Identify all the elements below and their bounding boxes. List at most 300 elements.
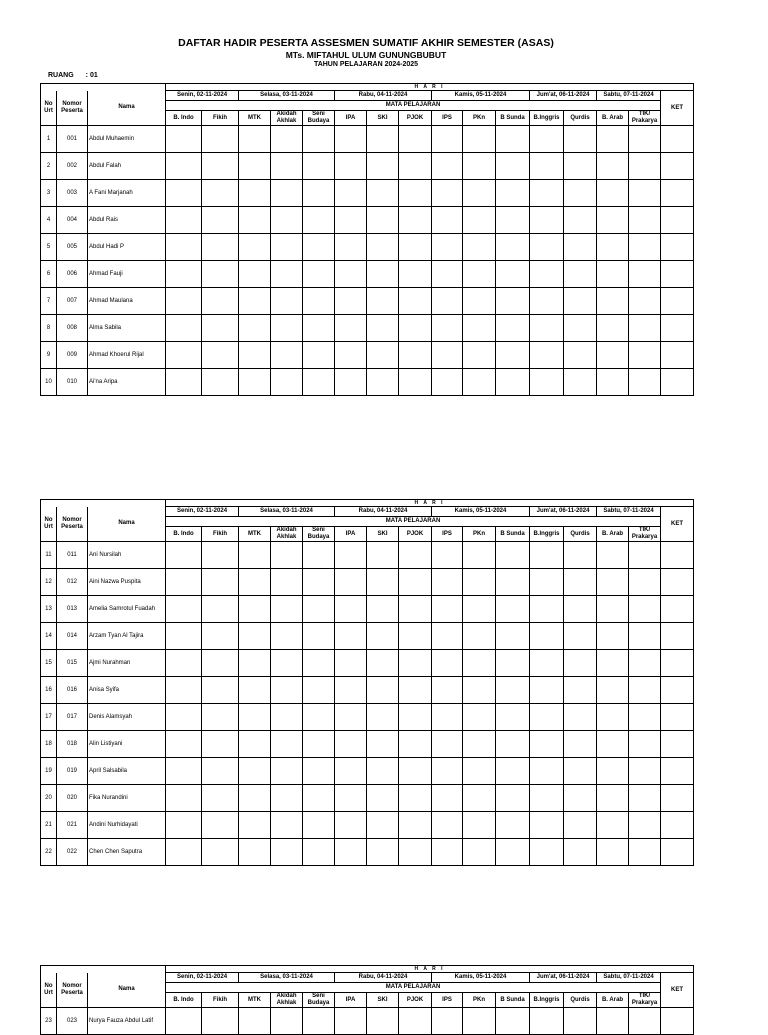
signature-cell[interactable] — [496, 704, 530, 731]
signature-cell[interactable] — [463, 315, 496, 342]
signature-cell[interactable] — [399, 542, 432, 569]
signature-cell[interactable] — [335, 569, 367, 596]
signature-cell[interactable] — [367, 542, 399, 569]
signature-cell[interactable] — [629, 704, 661, 731]
signature-cell[interactable] — [166, 623, 202, 650]
ket-cell[interactable] — [661, 153, 694, 180]
signature-cell[interactable] — [530, 288, 564, 315]
signature-cell[interactable] — [463, 704, 496, 731]
signature-cell[interactable] — [564, 234, 597, 261]
signature-cell[interactable] — [496, 261, 530, 288]
signature-cell[interactable] — [166, 569, 202, 596]
signature-cell[interactable] — [202, 234, 239, 261]
signature-cell[interactable] — [463, 342, 496, 369]
signature-cell[interactable] — [271, 839, 303, 866]
ket-cell[interactable] — [661, 180, 694, 207]
signature-cell[interactable] — [496, 180, 530, 207]
signature-cell[interactable] — [166, 207, 202, 234]
signature-cell[interactable] — [432, 704, 463, 731]
signature-cell[interactable] — [303, 569, 335, 596]
signature-cell[interactable] — [432, 812, 463, 839]
signature-cell[interactable] — [432, 569, 463, 596]
signature-cell[interactable] — [432, 677, 463, 704]
signature-cell[interactable] — [629, 839, 661, 866]
signature-cell[interactable] — [564, 704, 597, 731]
ket-cell[interactable] — [661, 126, 694, 153]
signature-cell[interactable] — [166, 288, 202, 315]
signature-cell[interactable] — [166, 731, 202, 758]
ket-cell[interactable] — [661, 758, 694, 785]
signature-cell[interactable] — [463, 1008, 496, 1035]
signature-cell[interactable] — [303, 153, 335, 180]
ket-cell[interactable] — [661, 207, 694, 234]
signature-cell[interactable] — [367, 342, 399, 369]
signature-cell[interactable] — [239, 342, 271, 369]
signature-cell[interactable] — [463, 677, 496, 704]
signature-cell[interactable] — [530, 369, 564, 396]
signature-cell[interactable] — [367, 623, 399, 650]
signature-cell[interactable] — [564, 369, 597, 396]
signature-cell[interactable] — [399, 596, 432, 623]
signature-cell[interactable] — [202, 812, 239, 839]
signature-cell[interactable] — [367, 261, 399, 288]
signature-cell[interactable] — [597, 342, 629, 369]
ket-cell[interactable] — [661, 704, 694, 731]
signature-cell[interactable] — [399, 342, 432, 369]
signature-cell[interactable] — [166, 596, 202, 623]
signature-cell[interactable] — [239, 542, 271, 569]
signature-cell[interactable] — [564, 153, 597, 180]
signature-cell[interactable] — [530, 207, 564, 234]
signature-cell[interactable] — [202, 677, 239, 704]
signature-cell[interactable] — [530, 812, 564, 839]
signature-cell[interactable] — [597, 180, 629, 207]
signature-cell[interactable] — [202, 1008, 239, 1035]
signature-cell[interactable] — [463, 758, 496, 785]
signature-cell[interactable] — [564, 650, 597, 677]
signature-cell[interactable] — [367, 569, 399, 596]
signature-cell[interactable] — [202, 180, 239, 207]
signature-cell[interactable] — [432, 731, 463, 758]
signature-cell[interactable] — [597, 369, 629, 396]
signature-cell[interactable] — [629, 180, 661, 207]
signature-cell[interactable] — [530, 758, 564, 785]
signature-cell[interactable] — [597, 315, 629, 342]
signature-cell[interactable] — [166, 180, 202, 207]
signature-cell[interactable] — [335, 785, 367, 812]
signature-cell[interactable] — [239, 234, 271, 261]
signature-cell[interactable] — [597, 731, 629, 758]
signature-cell[interactable] — [271, 234, 303, 261]
signature-cell[interactable] — [432, 234, 463, 261]
signature-cell[interactable] — [335, 758, 367, 785]
signature-cell[interactable] — [271, 812, 303, 839]
signature-cell[interactable] — [335, 180, 367, 207]
signature-cell[interactable] — [629, 153, 661, 180]
signature-cell[interactable] — [564, 569, 597, 596]
signature-cell[interactable] — [463, 261, 496, 288]
signature-cell[interactable] — [399, 569, 432, 596]
signature-cell[interactable] — [496, 758, 530, 785]
signature-cell[interactable] — [367, 153, 399, 180]
signature-cell[interactable] — [303, 261, 335, 288]
signature-cell[interactable] — [597, 288, 629, 315]
signature-cell[interactable] — [530, 731, 564, 758]
ket-cell[interactable] — [661, 315, 694, 342]
signature-cell[interactable] — [530, 180, 564, 207]
signature-cell[interactable] — [202, 369, 239, 396]
signature-cell[interactable] — [239, 785, 271, 812]
signature-cell[interactable] — [399, 234, 432, 261]
signature-cell[interactable] — [335, 315, 367, 342]
signature-cell[interactable] — [432, 207, 463, 234]
ket-cell[interactable] — [661, 261, 694, 288]
signature-cell[interactable] — [597, 785, 629, 812]
signature-cell[interactable] — [463, 839, 496, 866]
signature-cell[interactable] — [367, 369, 399, 396]
signature-cell[interactable] — [432, 180, 463, 207]
signature-cell[interactable] — [303, 542, 335, 569]
signature-cell[interactable] — [335, 207, 367, 234]
signature-cell[interactable] — [496, 153, 530, 180]
signature-cell[interactable] — [463, 180, 496, 207]
signature-cell[interactable] — [303, 812, 335, 839]
signature-cell[interactable] — [463, 623, 496, 650]
signature-cell[interactable] — [202, 650, 239, 677]
signature-cell[interactable] — [597, 812, 629, 839]
signature-cell[interactable] — [367, 758, 399, 785]
signature-cell[interactable] — [303, 1008, 335, 1035]
signature-cell[interactable] — [597, 261, 629, 288]
signature-cell[interactable] — [335, 731, 367, 758]
signature-cell[interactable] — [432, 315, 463, 342]
signature-cell[interactable] — [335, 126, 367, 153]
signature-cell[interactable] — [463, 596, 496, 623]
signature-cell[interactable] — [202, 731, 239, 758]
signature-cell[interactable] — [496, 569, 530, 596]
signature-cell[interactable] — [496, 207, 530, 234]
signature-cell[interactable] — [303, 839, 335, 866]
signature-cell[interactable] — [202, 785, 239, 812]
signature-cell[interactable] — [303, 758, 335, 785]
signature-cell[interactable] — [629, 234, 661, 261]
signature-cell[interactable] — [367, 234, 399, 261]
signature-cell[interactable] — [271, 650, 303, 677]
signature-cell[interactable] — [239, 369, 271, 396]
signature-cell[interactable] — [432, 261, 463, 288]
ket-cell[interactable] — [661, 785, 694, 812]
signature-cell[interactable] — [629, 288, 661, 315]
signature-cell[interactable] — [564, 288, 597, 315]
signature-cell[interactable] — [202, 542, 239, 569]
signature-cell[interactable] — [530, 569, 564, 596]
signature-cell[interactable] — [432, 153, 463, 180]
signature-cell[interactable] — [629, 731, 661, 758]
signature-cell[interactable] — [597, 126, 629, 153]
signature-cell[interactable] — [239, 569, 271, 596]
signature-cell[interactable] — [202, 623, 239, 650]
signature-cell[interactable] — [335, 839, 367, 866]
signature-cell[interactable] — [564, 731, 597, 758]
signature-cell[interactable] — [463, 369, 496, 396]
signature-cell[interactable] — [629, 1008, 661, 1035]
signature-cell[interactable] — [271, 569, 303, 596]
signature-cell[interactable] — [530, 1008, 564, 1035]
ket-cell[interactable] — [661, 677, 694, 704]
signature-cell[interactable] — [239, 315, 271, 342]
signature-cell[interactable] — [399, 677, 432, 704]
signature-cell[interactable] — [399, 623, 432, 650]
signature-cell[interactable] — [166, 369, 202, 396]
signature-cell[interactable] — [335, 261, 367, 288]
signature-cell[interactable] — [303, 180, 335, 207]
signature-cell[interactable] — [597, 596, 629, 623]
signature-cell[interactable] — [239, 1008, 271, 1035]
signature-cell[interactable] — [303, 677, 335, 704]
signature-cell[interactable] — [530, 839, 564, 866]
signature-cell[interactable] — [597, 207, 629, 234]
signature-cell[interactable] — [335, 542, 367, 569]
signature-cell[interactable] — [629, 677, 661, 704]
signature-cell[interactable] — [432, 542, 463, 569]
ket-cell[interactable] — [661, 812, 694, 839]
signature-cell[interactable] — [367, 180, 399, 207]
signature-cell[interactable] — [629, 758, 661, 785]
signature-cell[interactable] — [432, 785, 463, 812]
signature-cell[interactable] — [629, 369, 661, 396]
signature-cell[interactable] — [335, 596, 367, 623]
signature-cell[interactable] — [496, 731, 530, 758]
signature-cell[interactable] — [202, 288, 239, 315]
signature-cell[interactable] — [530, 650, 564, 677]
signature-cell[interactable] — [367, 839, 399, 866]
signature-cell[interactable] — [166, 677, 202, 704]
signature-cell[interactable] — [239, 677, 271, 704]
signature-cell[interactable] — [399, 1008, 432, 1035]
ket-cell[interactable] — [661, 234, 694, 261]
signature-cell[interactable] — [271, 126, 303, 153]
signature-cell[interactable] — [335, 704, 367, 731]
signature-cell[interactable] — [367, 677, 399, 704]
signature-cell[interactable] — [629, 207, 661, 234]
signature-cell[interactable] — [239, 704, 271, 731]
signature-cell[interactable] — [271, 153, 303, 180]
signature-cell[interactable] — [463, 153, 496, 180]
signature-cell[interactable] — [271, 261, 303, 288]
signature-cell[interactable] — [463, 650, 496, 677]
ket-cell[interactable] — [661, 596, 694, 623]
signature-cell[interactable] — [166, 342, 202, 369]
signature-cell[interactable] — [564, 180, 597, 207]
signature-cell[interactable] — [202, 261, 239, 288]
signature-cell[interactable] — [202, 596, 239, 623]
signature-cell[interactable] — [564, 126, 597, 153]
signature-cell[interactable] — [597, 650, 629, 677]
signature-cell[interactable] — [432, 596, 463, 623]
signature-cell[interactable] — [303, 704, 335, 731]
signature-cell[interactable] — [271, 1008, 303, 1035]
ket-cell[interactable] — [661, 731, 694, 758]
signature-cell[interactable] — [399, 369, 432, 396]
signature-cell[interactable] — [202, 315, 239, 342]
ket-cell[interactable] — [661, 569, 694, 596]
signature-cell[interactable] — [335, 288, 367, 315]
signature-cell[interactable] — [530, 542, 564, 569]
signature-cell[interactable] — [597, 677, 629, 704]
signature-cell[interactable] — [303, 126, 335, 153]
signature-cell[interactable] — [367, 288, 399, 315]
signature-cell[interactable] — [303, 342, 335, 369]
signature-cell[interactable] — [463, 288, 496, 315]
signature-cell[interactable] — [303, 596, 335, 623]
signature-cell[interactable] — [166, 812, 202, 839]
signature-cell[interactable] — [432, 758, 463, 785]
signature-cell[interactable] — [432, 288, 463, 315]
signature-cell[interactable] — [629, 785, 661, 812]
signature-cell[interactable] — [432, 369, 463, 396]
signature-cell[interactable] — [629, 569, 661, 596]
signature-cell[interactable] — [303, 650, 335, 677]
signature-cell[interactable] — [239, 180, 271, 207]
signature-cell[interactable] — [367, 704, 399, 731]
signature-cell[interactable] — [530, 315, 564, 342]
signature-cell[interactable] — [432, 1008, 463, 1035]
signature-cell[interactable] — [597, 1008, 629, 1035]
ket-cell[interactable] — [661, 369, 694, 396]
signature-cell[interactable] — [239, 650, 271, 677]
signature-cell[interactable] — [629, 812, 661, 839]
signature-cell[interactable] — [271, 596, 303, 623]
signature-cell[interactable] — [463, 207, 496, 234]
signature-cell[interactable] — [597, 542, 629, 569]
signature-cell[interactable] — [367, 1008, 399, 1035]
signature-cell[interactable] — [239, 288, 271, 315]
signature-cell[interactable] — [597, 758, 629, 785]
signature-cell[interactable] — [271, 704, 303, 731]
signature-cell[interactable] — [463, 126, 496, 153]
signature-cell[interactable] — [496, 677, 530, 704]
signature-cell[interactable] — [335, 369, 367, 396]
signature-cell[interactable] — [271, 785, 303, 812]
signature-cell[interactable] — [399, 839, 432, 866]
signature-cell[interactable] — [271, 207, 303, 234]
signature-cell[interactable] — [564, 839, 597, 866]
signature-cell[interactable] — [463, 234, 496, 261]
signature-cell[interactable] — [202, 342, 239, 369]
signature-cell[interactable] — [564, 785, 597, 812]
signature-cell[interactable] — [564, 812, 597, 839]
signature-cell[interactable] — [432, 650, 463, 677]
signature-cell[interactable] — [597, 704, 629, 731]
signature-cell[interactable] — [496, 839, 530, 866]
signature-cell[interactable] — [166, 126, 202, 153]
ket-cell[interactable] — [661, 342, 694, 369]
signature-cell[interactable] — [399, 731, 432, 758]
signature-cell[interactable] — [597, 839, 629, 866]
signature-cell[interactable] — [271, 731, 303, 758]
signature-cell[interactable] — [239, 261, 271, 288]
signature-cell[interactable] — [597, 569, 629, 596]
signature-cell[interactable] — [335, 153, 367, 180]
signature-cell[interactable] — [335, 234, 367, 261]
signature-cell[interactable] — [496, 315, 530, 342]
signature-cell[interactable] — [597, 623, 629, 650]
signature-cell[interactable] — [564, 542, 597, 569]
signature-cell[interactable] — [271, 542, 303, 569]
signature-cell[interactable] — [530, 677, 564, 704]
signature-cell[interactable] — [335, 650, 367, 677]
signature-cell[interactable] — [496, 234, 530, 261]
signature-cell[interactable] — [271, 342, 303, 369]
ket-cell[interactable] — [661, 650, 694, 677]
signature-cell[interactable] — [530, 261, 564, 288]
signature-cell[interactable] — [202, 704, 239, 731]
signature-cell[interactable] — [564, 342, 597, 369]
signature-cell[interactable] — [202, 153, 239, 180]
signature-cell[interactable] — [399, 650, 432, 677]
signature-cell[interactable] — [239, 758, 271, 785]
signature-cell[interactable] — [399, 153, 432, 180]
signature-cell[interactable] — [166, 261, 202, 288]
signature-cell[interactable] — [399, 261, 432, 288]
signature-cell[interactable] — [271, 677, 303, 704]
signature-cell[interactable] — [367, 650, 399, 677]
signature-cell[interactable] — [399, 785, 432, 812]
ket-cell[interactable] — [661, 1008, 694, 1035]
signature-cell[interactable] — [166, 758, 202, 785]
signature-cell[interactable] — [597, 153, 629, 180]
signature-cell[interactable] — [530, 153, 564, 180]
signature-cell[interactable] — [530, 342, 564, 369]
signature-cell[interactable] — [629, 261, 661, 288]
ket-cell[interactable] — [661, 623, 694, 650]
signature-cell[interactable] — [496, 1008, 530, 1035]
signature-cell[interactable] — [530, 234, 564, 261]
signature-cell[interactable] — [271, 315, 303, 342]
signature-cell[interactable] — [530, 785, 564, 812]
signature-cell[interactable] — [239, 153, 271, 180]
signature-cell[interactable] — [399, 704, 432, 731]
signature-cell[interactable] — [303, 315, 335, 342]
signature-cell[interactable] — [564, 677, 597, 704]
signature-cell[interactable] — [530, 623, 564, 650]
signature-cell[interactable] — [629, 542, 661, 569]
signature-cell[interactable] — [303, 369, 335, 396]
signature-cell[interactable] — [271, 758, 303, 785]
signature-cell[interactable] — [564, 758, 597, 785]
ket-cell[interactable] — [661, 839, 694, 866]
signature-cell[interactable] — [564, 315, 597, 342]
signature-cell[interactable] — [564, 207, 597, 234]
signature-cell[interactable] — [166, 1008, 202, 1035]
signature-cell[interactable] — [202, 758, 239, 785]
signature-cell[interactable] — [399, 180, 432, 207]
signature-cell[interactable] — [463, 731, 496, 758]
signature-cell[interactable] — [399, 126, 432, 153]
signature-cell[interactable] — [166, 542, 202, 569]
signature-cell[interactable] — [432, 839, 463, 866]
signature-cell[interactable] — [271, 180, 303, 207]
signature-cell[interactable] — [564, 1008, 597, 1035]
signature-cell[interactable] — [399, 758, 432, 785]
signature-cell[interactable] — [399, 812, 432, 839]
signature-cell[interactable] — [367, 812, 399, 839]
signature-cell[interactable] — [166, 704, 202, 731]
signature-cell[interactable] — [629, 315, 661, 342]
ket-cell[interactable] — [661, 288, 694, 315]
signature-cell[interactable] — [367, 731, 399, 758]
signature-cell[interactable] — [432, 126, 463, 153]
